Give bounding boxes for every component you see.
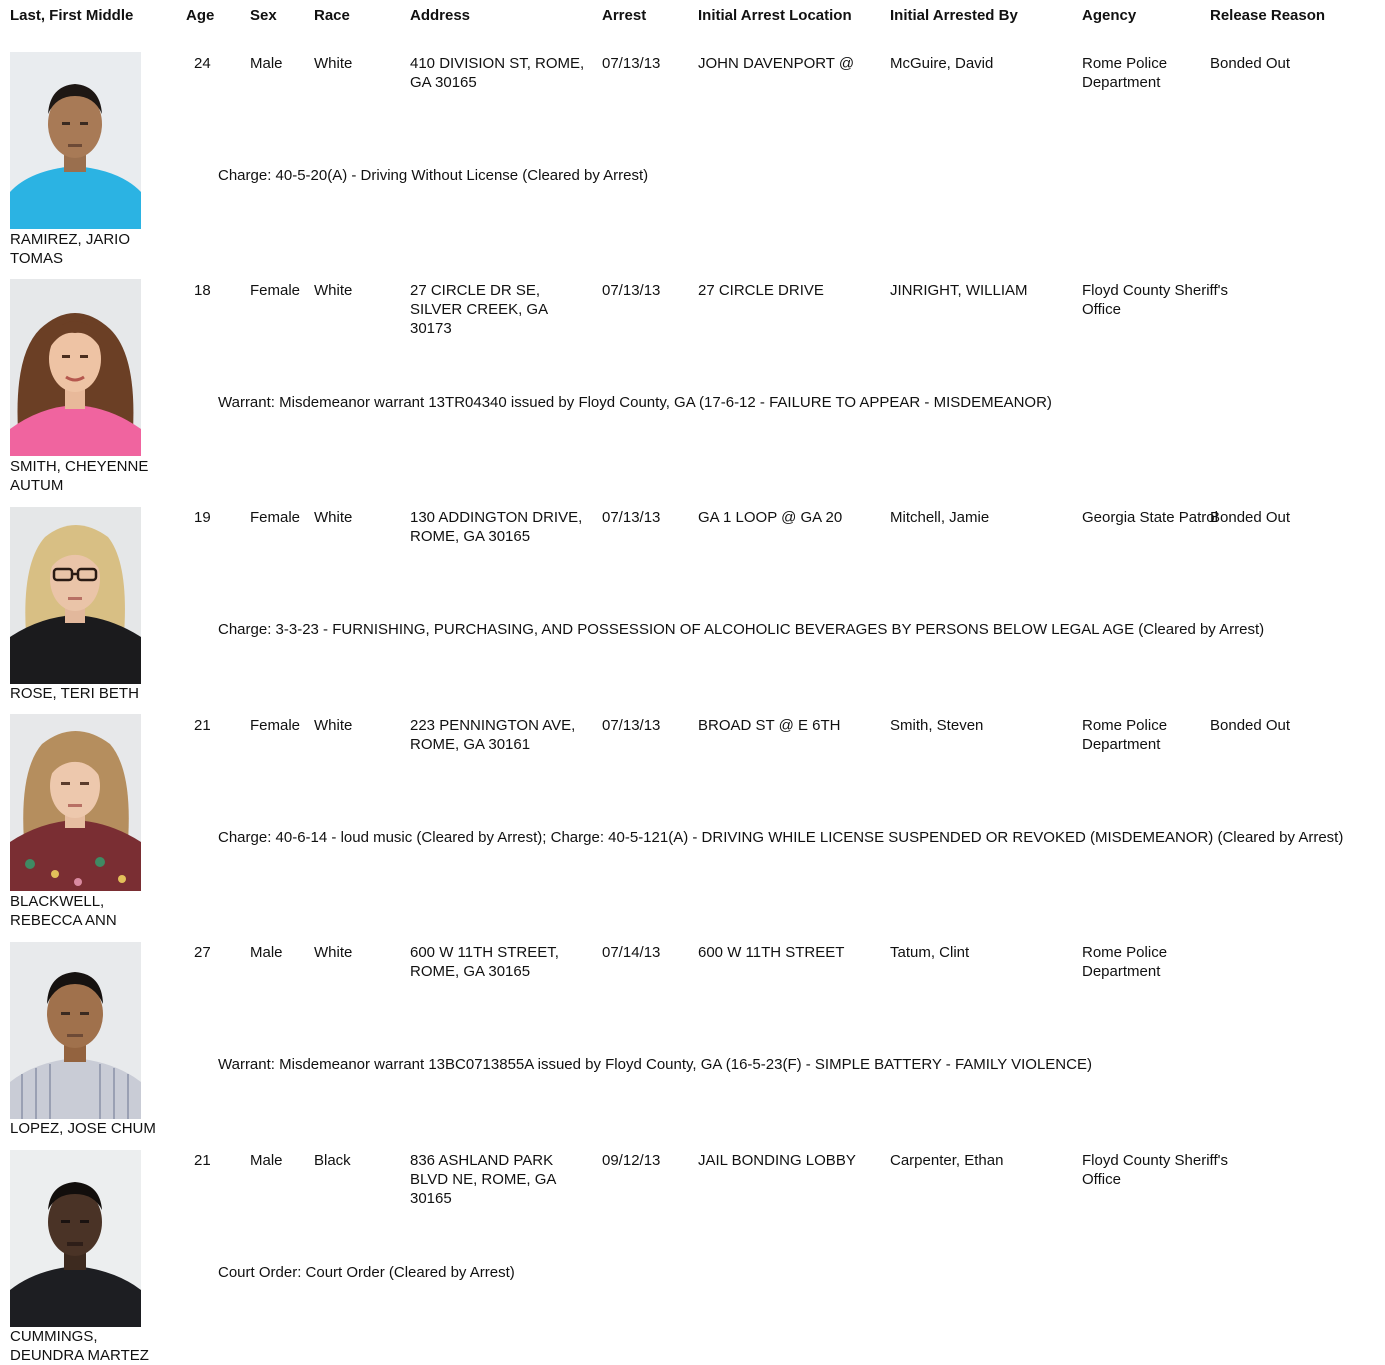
inmate-name: ROSE, TERI BETH: [10, 685, 139, 702]
mugshot-photo: [10, 714, 141, 891]
age-cell: 27: [194, 944, 211, 961]
address-cell: 600 W 11TH STREET, ROME, GA 30165: [410, 944, 559, 980]
agency-cell: Georgia State Patrol: [1082, 509, 1218, 526]
header-release-reason: Release Reason: [1210, 7, 1326, 24]
release-reason-cell: Bonded Out: [1210, 509, 1291, 526]
inmate-name: BLACKWELL, REBECCA ANN: [10, 893, 117, 929]
mugshot-photo: [10, 1150, 141, 1327]
charge-text: Charge: 40-6-14 - loud music (Cleared by Arrest); Charge: 40-5-121(A) - DRIVING WHILE LICENSE SUSPENDED OR REVOKED (MISDEMEANOR) (Cleared by Arrest): [218, 829, 1344, 846]
address-cell: 410 DIVISION ST, ROME, GA 30165: [410, 55, 585, 91]
age-cell: 21: [194, 1152, 211, 1169]
arrested-by-cell: Carpenter, Ethan: [890, 1152, 1004, 1169]
sex-cell: Male: [250, 55, 283, 72]
header-age: Age: [186, 7, 215, 24]
header-sex: Sex: [250, 7, 277, 24]
header-arrested-by: Initial Arrested By: [890, 7, 1018, 24]
arrested-by-cell: Smith, Steven: [890, 717, 984, 734]
age-cell: 21: [194, 717, 211, 734]
age-cell: 19: [194, 509, 211, 526]
mugshot-photo: [10, 942, 141, 1119]
mugshot-photo: [10, 279, 141, 456]
agency-cell: Rome Police Department: [1082, 944, 1168, 980]
address-cell: 130 ADDINGTON DRIVE, ROME, GA 30165: [410, 509, 583, 545]
arrest-date-cell: 07/13/13: [602, 717, 661, 734]
agency-cell: Floyd County Sheriff's Office: [1082, 1152, 1228, 1188]
charge-text: Court Order: Court Order (Cleared by Arrest): [218, 1264, 515, 1281]
header-agency: Agency: [1082, 7, 1137, 24]
arrest-date-cell: 07/13/13: [602, 282, 661, 299]
mugshot-photo: [10, 507, 141, 684]
header-address: Address: [410, 7, 471, 24]
race-cell: White: [314, 509, 353, 526]
charge-text: Charge: 3-3-23 - FURNISHING, PURCHASING, AND POSSESSION OF ALCOHOLIC BEVERAGES BY PERSONS BELOW LEGAL AGE (Cleared by Arrest): [218, 621, 1265, 638]
agency-cell: Floyd County Sheriff's Office: [1082, 282, 1228, 318]
race-cell: White: [314, 944, 353, 961]
sex-cell: Female: [250, 717, 301, 734]
arrest-date-cell: 07/14/13: [602, 944, 661, 961]
release-reason-cell: Bonded Out: [1210, 717, 1291, 734]
arrest-location-cell: BROAD ST @ E 6TH: [698, 717, 841, 734]
arrest-date-cell: 09/12/13: [602, 1152, 661, 1169]
arrested-by-cell: Tatum, Clint: [890, 944, 970, 961]
arrested-by-cell: Mitchell, Jamie: [890, 509, 990, 526]
arrest-location-cell: JAIL BONDING LOBBY: [698, 1152, 856, 1169]
race-cell: White: [314, 55, 353, 72]
age-cell: 18: [194, 282, 211, 299]
inmate-name: SMITH, CHEYENNE AUTUM: [10, 458, 149, 494]
address-cell: 836 ASHLAND PARK BLVD NE, ROME, GA 30165: [410, 1152, 556, 1207]
charge-text: Warrant: Misdemeanor warrant 13BC0713855A issued by Floyd County, GA (16-5-23(F) - SIMPLE BATTERY - FAMILY VIOLENCE): [218, 1056, 1092, 1073]
agency-cell: Rome Police Department: [1082, 55, 1168, 91]
agency-cell: Rome Police Department: [1082, 717, 1168, 753]
header-race: Race: [314, 7, 350, 24]
sex-cell: Female: [250, 282, 301, 299]
age-cell: 24: [194, 55, 211, 72]
address-cell: 27 CIRCLE DR SE, SILVER CREEK, GA 30173: [410, 282, 548, 337]
arrest-date-cell: 07/13/13: [602, 509, 661, 526]
sex-cell: Male: [250, 1152, 283, 1169]
release-reason-cell: Bonded Out: [1210, 55, 1291, 72]
inmate-name: CUMMINGS, DEUNDRA MARTEZ: [10, 1328, 149, 1364]
arrested-by-cell: McGuire, David: [890, 55, 994, 72]
race-cell: White: [314, 717, 353, 734]
arrested-by-cell: JINRIGHT, WILLIAM: [890, 282, 1028, 299]
arrest-location-cell: 27 CIRCLE DRIVE: [698, 282, 824, 299]
sex-cell: Male: [250, 944, 283, 961]
address-cell: 223 PENNINGTON AVE, ROME, GA 30161: [410, 717, 576, 753]
header-name: Last, First Middle: [10, 7, 134, 24]
charge-text: Charge: 40-5-20(A) - Driving Without License (Cleared by Arrest): [218, 167, 649, 184]
race-cell: Black: [314, 1152, 351, 1169]
mugshot-photo: [10, 52, 141, 229]
sex-cell: Female: [250, 509, 301, 526]
arrest-date-cell: 07/13/13: [602, 55, 661, 72]
race-cell: White: [314, 282, 353, 299]
arrest-location-cell: JOHN DAVENPORT @: [698, 55, 855, 72]
inmate-name: RAMIREZ, JARIO TOMAS: [10, 231, 131, 267]
inmate-name: LOPEZ, JOSE CHUM: [10, 1120, 156, 1137]
arrest-location-cell: 600 W 11TH STREET: [698, 944, 845, 961]
header-arrest: Arrest: [602, 7, 647, 24]
arrest-location-cell: GA 1 LOOP @ GA 20: [698, 509, 843, 526]
header-arrest-location: Initial Arrest Location: [698, 7, 852, 24]
charge-text: Warrant: Misdemeanor warrant 13TR04340 issued by Floyd County, GA (17-6-12 - FAILURE TO APPEAR - MISDEMEANOR): [218, 394, 1052, 411]
